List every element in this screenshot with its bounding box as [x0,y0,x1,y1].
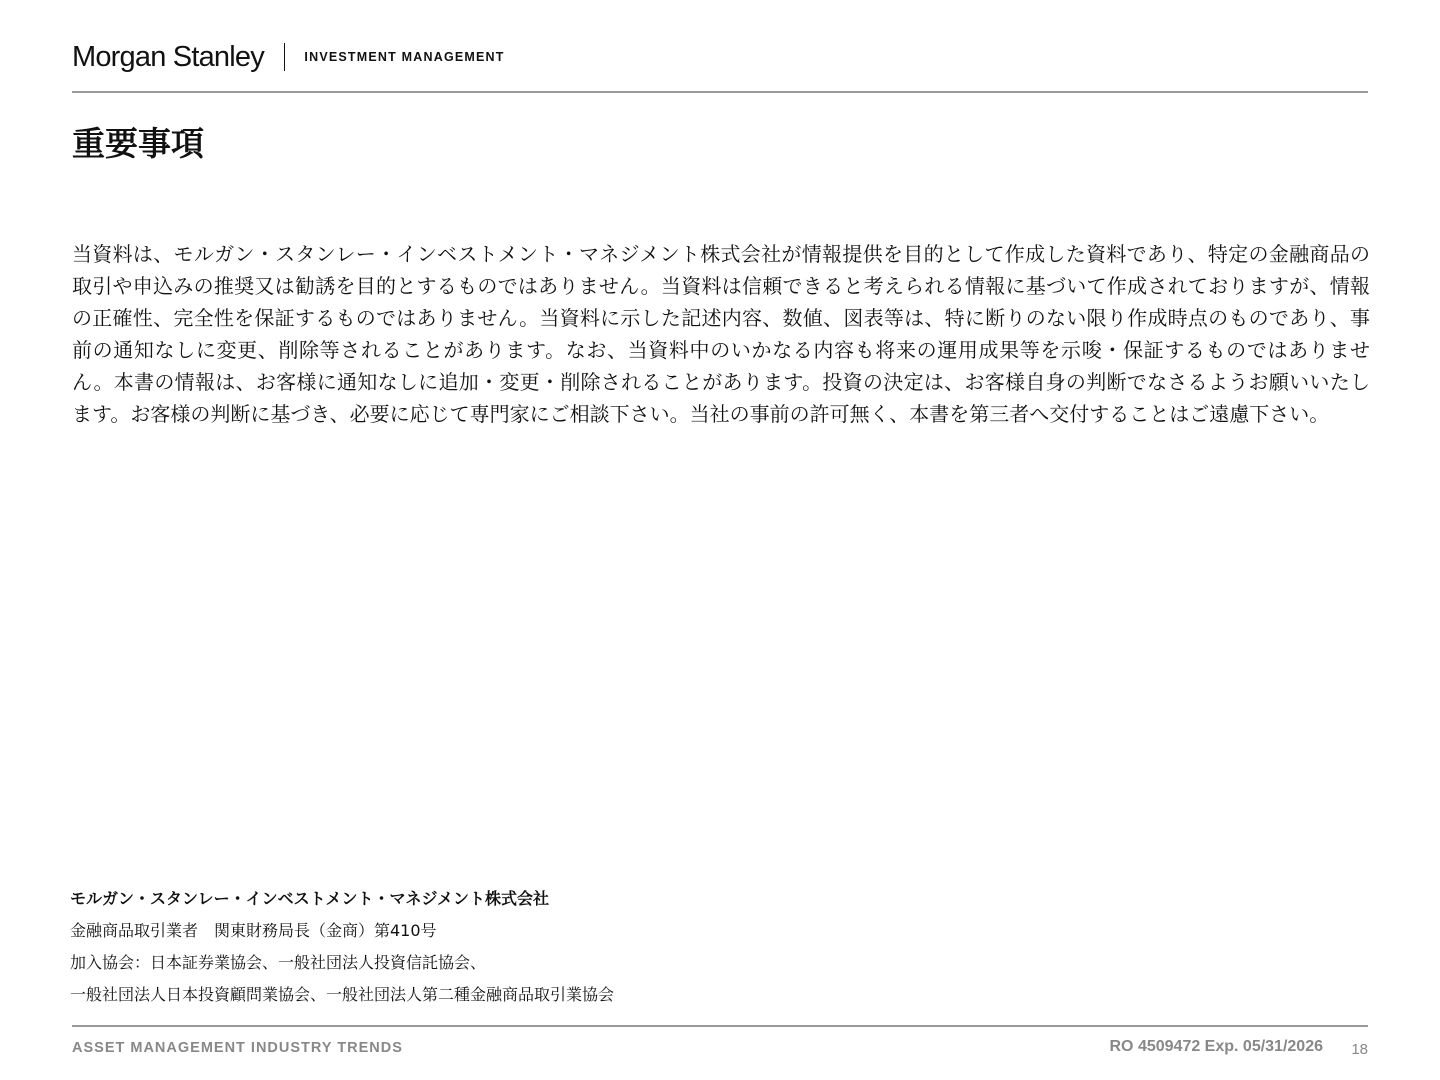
footer-reference-code: RO 4509472 Exp. 05/31/2026 [1109,1038,1323,1055]
logo-separator [284,43,286,71]
company-associations-line-1: 加入協会：日本証券業協会、一般社団法人投資信託協会、 [70,953,487,972]
page-number: 18 [1351,1041,1368,1058]
company-name: モルガン・スタンレー・インベストメント・マネジメント株式会社 [70,889,549,908]
company-info [70,883,970,1011]
page-title: 重要事項 [72,124,204,163]
logo-subtitle: INVESTMENT MANAGEMENT [304,50,505,64]
logo-morgan-stanley: Morgan Stanley [72,40,264,73]
company-registration: 金融商品取引業者 関東財務局長（金商）第410号 [70,921,437,940]
disclaimer-paragraph: 当資料は、モルガン・スタンレー・インベストメント・マネジメント株式会社が情報提供を目的として作成した資料であり、特定の金融商品の取引や申込みの推奨又は勧誘を目的とするものではありません。当資料は信頼できると考えられる情報に基づいて作成されておりますが、情報の正確性、完全性を保証するものではありません。当資料に示した記述内容、数値、図表等は、特に断りのない限り作成時点のものであり、事前の通知なしに変更、削除等されることがあります。なお、当資料中のいかなる内容も将来の運用成果等を示唆・保証するものではありません。本書の情報は、お客様に通知なしに追加・変更・削除されることがあります。投資の決定は、お客様自身の判断でなさるようお願いいたします。お客様の判断に基づき、必要に応じて専門家にご相談下さい。当社の事前の許可無く、本書を第三者へ交付することはご遠慮下さい。 [72,242,1370,426]
footer-document-title: ASSET MANAGEMENT INDUSTRY TRENDS [72,1040,403,1056]
header-divider [72,91,1368,93]
footer-divider [72,1025,1368,1027]
company-associations-line-2: 一般社団法人日本投資顧問業協会、一般社団法人第二種金融商品取引業協会 [70,985,615,1004]
header [72,40,1368,74]
